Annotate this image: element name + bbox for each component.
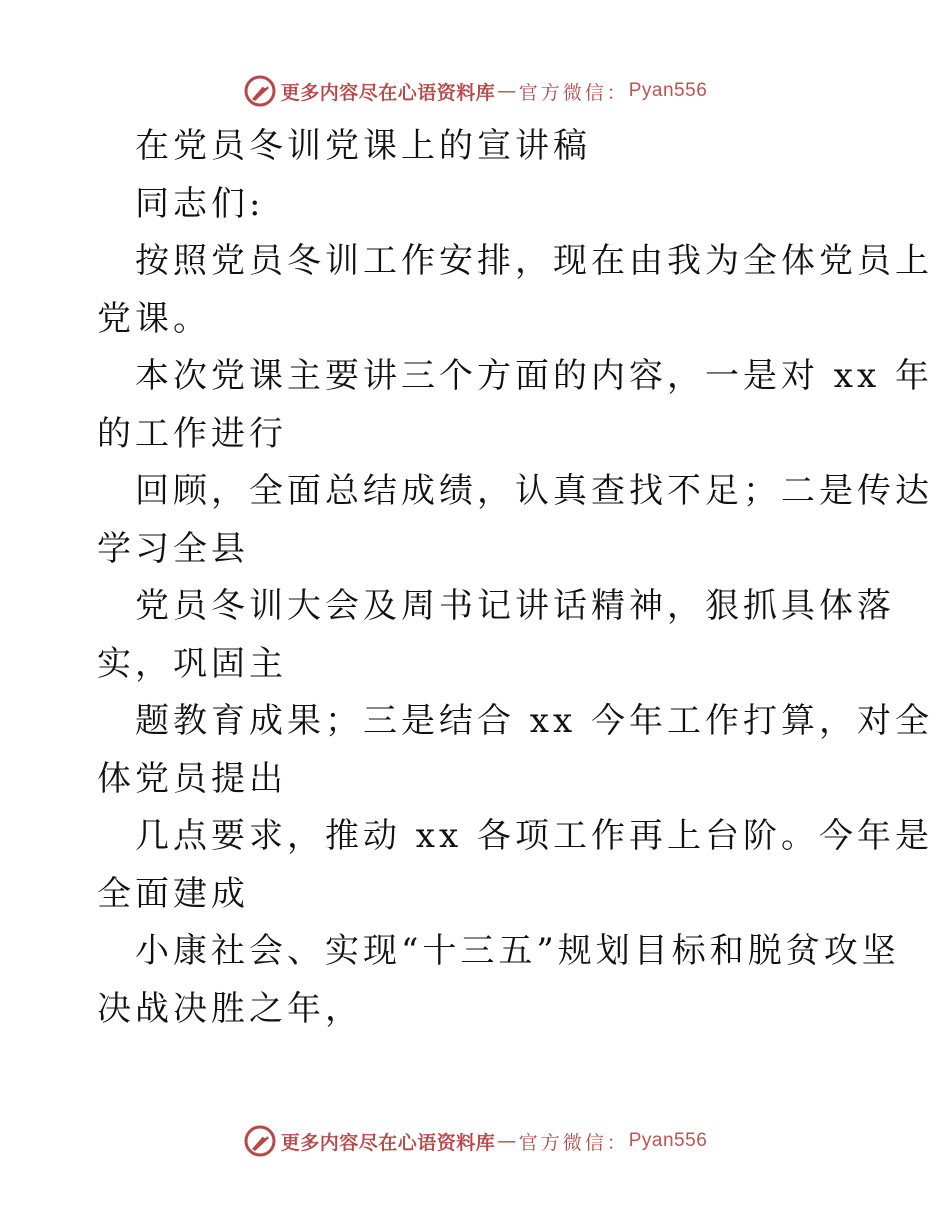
watermark-wechat-id: Pyan556 [628, 80, 708, 101]
header-watermark [0, 74, 950, 108]
watermark-wechat-label: 官方微信： [518, 81, 629, 104]
pen-nib-logo-icon [243, 74, 277, 108]
paragraph-lines [97, 176, 933, 1039]
text-line: 的工作进行 [97, 413, 287, 454]
watermark-text: 更多内容尽在心语资料库 [280, 81, 496, 104]
document-body [97, 118, 933, 1038]
watermark-dash: — [497, 80, 517, 102]
text-line: 党课。 [97, 298, 211, 339]
text-line: 实，巩固主 [97, 643, 287, 684]
text-line: 按照党员冬训工作安排，现在由我为全体党员上 [135, 241, 933, 281]
pen-nib-logo-icon [243, 1124, 277, 1158]
text-line: 学习全县 [97, 528, 249, 569]
watermark-text: 更多内容尽在心语资料库 [280, 1131, 496, 1154]
text-line: 同志们: [135, 183, 265, 224]
text-line: 体党员提出 [97, 758, 287, 799]
text-line: 几点要求，推动 xx 各项工作再上台阶。今年是 [135, 816, 933, 856]
text-line: 决战决胜之年， [97, 988, 363, 1029]
text-line: 党员冬训大会及周书记讲话精神，狠抓具体落 [135, 586, 895, 626]
watermark-wechat-id: Pyan556 [628, 1130, 708, 1151]
text-line: 小康社会、实现“十三五”规划目标和脱贫攻坚 [135, 931, 900, 971]
text-line: 全面建成 [97, 873, 249, 914]
watermark-dash: — [497, 1130, 517, 1152]
text-line: 回顾，全面总结成绩，认真查找不足；二是传达 [135, 471, 933, 511]
document-title: 在党员冬训党课上的宣讲稿 [135, 126, 591, 166]
footer-watermark [0, 1124, 950, 1158]
text-line: 题教育成果；三是结合 xx 今年工作打算，对全 [135, 701, 933, 741]
text-line: 本次党课主要讲三个方面的内容，一是对 xx 年 [135, 356, 933, 396]
watermark-wechat-label: 官方微信： [518, 1131, 629, 1154]
